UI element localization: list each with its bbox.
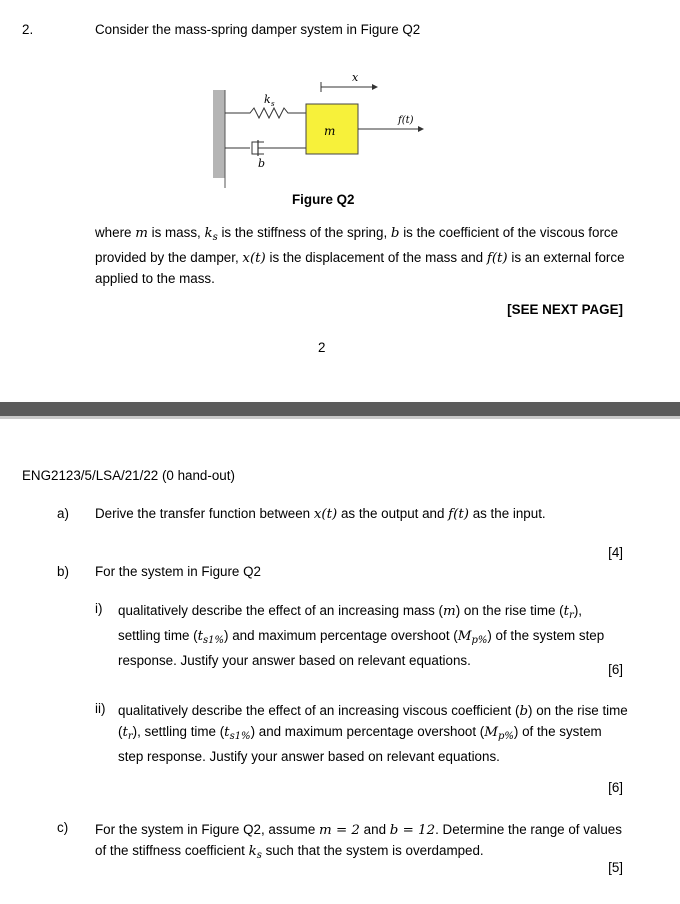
- math-sub: s1%: [203, 635, 225, 646]
- question-intro: Consider the mass-spring damper system in Figure Q2: [95, 22, 421, 37]
- math-M: M: [457, 629, 472, 644]
- desc-text: is the coefficient of the viscous force provided by the damper,: [95, 225, 619, 265]
- math-k: k: [248, 844, 257, 859]
- math-sub: p%: [497, 731, 514, 742]
- question-c-label: c): [57, 820, 69, 835]
- question-c-mark: [5]: [608, 860, 623, 875]
- see-next-page: [SEE NEXT PAGE]: [507, 302, 623, 317]
- qa-text: as the input.: [468, 506, 546, 521]
- figure-caption: Figure Q2: [292, 192, 355, 207]
- question-b-ii-label: ii): [95, 701, 106, 716]
- question-number: 2.: [22, 22, 34, 37]
- qc-text: . Determine the range of values of the stiffness coefficient: [95, 822, 622, 858]
- qbi-text: ), settling time (: [118, 603, 582, 643]
- math-t: t: [224, 725, 230, 740]
- document-header: ENG2123/5/LSA/21/22 (0 hand-out): [22, 468, 235, 483]
- force-label-ft: f(t): [398, 115, 414, 126]
- spring-icon: [225, 108, 306, 118]
- page-divider: [0, 402, 680, 416]
- qbi-text: ) on the rise time (: [455, 603, 564, 618]
- qbii-text: ), settling time (: [132, 724, 225, 739]
- qbi-text: ) and maximum percentage overshoot (: [224, 628, 458, 643]
- qc-text: For the system in Figure Q2, assume: [95, 822, 319, 837]
- question-b-i-mark: [6]: [608, 662, 623, 677]
- math-sub: s: [212, 232, 218, 243]
- page-number: 2: [318, 340, 326, 355]
- math-m: m: [443, 604, 456, 619]
- desc-text: is mass,: [147, 225, 205, 240]
- math-sub: p%: [471, 635, 488, 646]
- desc-text: is the stiffness of the spring,: [217, 225, 391, 240]
- math-t: t: [122, 725, 128, 740]
- page-divider-shadow: [0, 416, 680, 419]
- qa-text: Derive the transfer function between: [95, 506, 314, 521]
- question-b-ii-mark: [6]: [608, 780, 623, 795]
- force-arrowhead: [418, 126, 424, 132]
- qbii-text: ) and maximum percentage overshoot (: [250, 724, 485, 739]
- math-ft: f(t): [486, 251, 508, 266]
- desc-text: is an external force applied to the mass.: [95, 250, 625, 286]
- math-k: k: [204, 226, 213, 241]
- qa-text: as the output and: [337, 506, 449, 521]
- math-sub: r: [569, 610, 574, 621]
- spring-label-ks: k: [264, 93, 271, 106]
- qbii-text: qualitatively describe the effect of an increasing viscous coefficient (: [118, 703, 520, 718]
- math-sub: r: [127, 731, 133, 742]
- qbii-text: ) on the rise time (: [118, 703, 628, 739]
- question-b-label: b): [57, 564, 69, 579]
- qbi-text: qualitatively describe the effect of an increasing mass (: [118, 603, 444, 618]
- math-t: t: [197, 629, 204, 644]
- displacement-label-x: x: [352, 71, 359, 84]
- math-m: m: [135, 226, 148, 241]
- math-M: M: [484, 725, 498, 740]
- math-eq: b = 12: [389, 823, 436, 838]
- question-b-text: For the system in Figure Q2: [95, 564, 261, 579]
- math-b: b: [390, 226, 400, 241]
- desc-text: is the displacement of the mass and: [265, 250, 487, 265]
- math-sub: s: [256, 850, 262, 861]
- math-t: t: [563, 604, 570, 619]
- math-ft: f(t): [448, 507, 469, 522]
- spring-label-sub: s: [271, 100, 275, 108]
- variable-description: [95, 223, 630, 289]
- math-sub: s1%: [229, 731, 251, 742]
- math-xt: x(t): [242, 251, 266, 266]
- mass-spring-damper-figure: [200, 66, 440, 191]
- qc-text: and: [359, 822, 390, 837]
- question-b-i-text: [118, 601, 628, 671]
- desc-text: where: [95, 225, 136, 240]
- qbii-text: ) of the system step response. Justify your answer based on relevant equations.: [118, 724, 602, 764]
- qbi-text: ) of the system step response. Justify your answer based on relevant equations.: [118, 628, 605, 668]
- question-c-text: [95, 820, 630, 866]
- mass-label-m: m: [324, 124, 336, 138]
- math-b: b: [519, 704, 529, 719]
- wall-block: [213, 90, 225, 178]
- question-a-label: a): [57, 506, 69, 521]
- math-eq: m = 2: [319, 823, 360, 838]
- question-b-i-label: i): [95, 601, 103, 616]
- displacement-arrowhead: [372, 84, 378, 90]
- question-a-mark: [4]: [608, 545, 623, 560]
- damper-label-b: b: [258, 157, 266, 170]
- question-a-text: [95, 506, 630, 522]
- qc-text: such that the system is overdamped.: [261, 843, 484, 858]
- math-xt: x(t): [313, 507, 338, 522]
- question-b-ii-text: [118, 701, 628, 767]
